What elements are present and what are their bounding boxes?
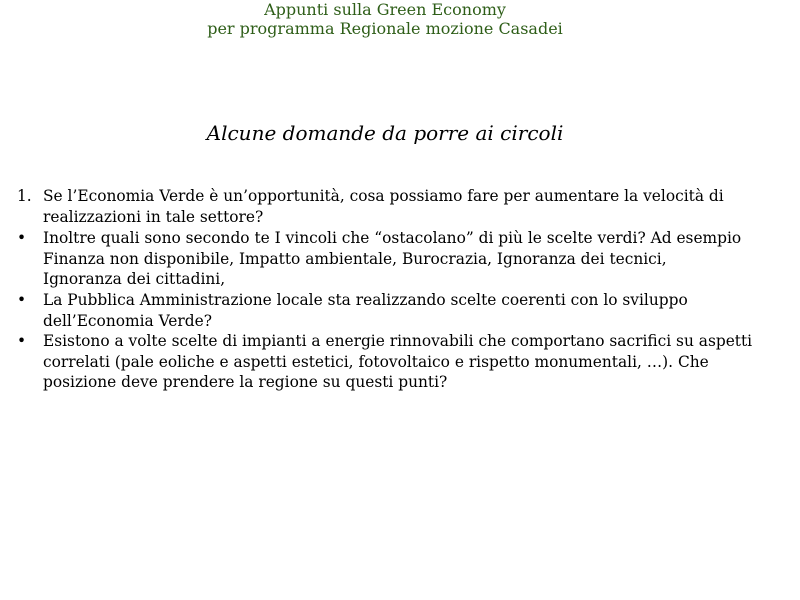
list-item-1 [17,186,773,227]
list-item-4 [17,331,773,393]
list-item-text-line: Finanza non disponibile, Impatto ambientale, Burocrazia, Ignoranza dei tecnici, [43,249,667,268]
slide-title: Alcune domande da porre ai circoli [206,121,564,145]
list-item-text-line: correlati (pale eoliche e aspetti estetici, fotovoltaico e rispetto monumentali, …). Che [43,352,709,371]
list-item-text-line: Inoltre quali sono secondo te I vincoli che “ostacolano” di più le scelte verdi? Ad esempio [43,229,742,247]
bullet-marker: • [17,229,27,247]
header-line-1: Appunti sulla Green Economy [264,0,506,19]
list-item-text-line: dell’Economia Verde? [43,311,212,330]
list-item-text-line: La Pubblica Amministrazione locale sta realizzando scelte coerenti con lo sviluppo [43,291,688,309]
list-item-text-line: Ignoranza dei cittadini, [43,270,226,289]
list-item-2 [17,228,773,290]
bullet-marker: • [17,332,27,350]
list-number-marker: 1. [17,187,32,205]
list-item-text-line: posizione deve prendere la regione su questi punti? [43,373,448,392]
list-item-text-line: realizzazioni in tale settore? [43,207,264,226]
list-item-text-line: Esistono a volte scelte di impianti a energie rinnovabili che comportano sacrifici su aspetti [43,332,753,350]
header-line-2: per programma Regionale mozione Casadei [207,19,563,38]
list-item-3 [17,290,773,331]
document-header [0,0,770,38]
list-item-text-line: Se l’Economia Verde è un’opportunità, cosa possiamo fare per aumentare la velocità di [43,187,724,205]
bullet-marker: • [17,291,27,309]
